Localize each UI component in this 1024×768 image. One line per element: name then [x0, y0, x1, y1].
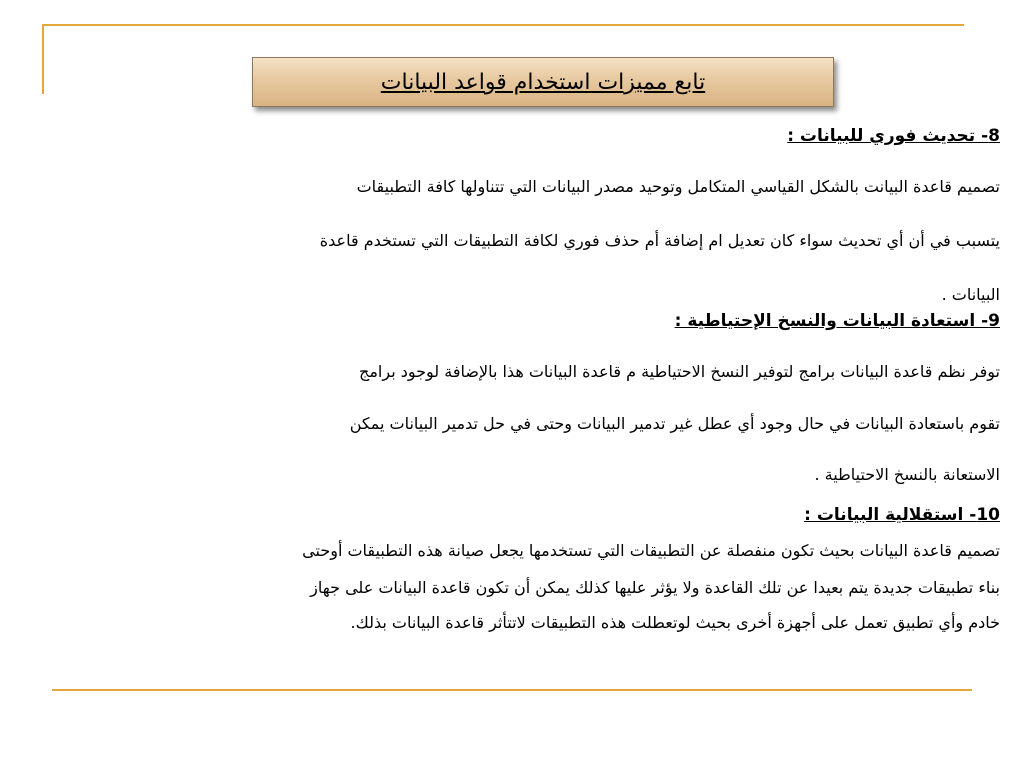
bottom-border-line [52, 689, 972, 691]
top-border-line [42, 24, 964, 26]
left-border-line [42, 24, 44, 94]
slide-title-box [252, 57, 834, 107]
section-10-line-3: خادم وأي تطبيق تعمل على أجهزة أخرى بحيث لوتعطلت هذه التطبيقات لاتتأثر قاعدة البيانات بذلك. [350, 613, 1000, 632]
section-8-heading: 8- تحديث فوري للبيانات : [787, 126, 1000, 146]
slide-title: تابع مميزات استخدام قواعد البيانات [380, 69, 706, 95]
section-10-line-1: تصميم قاعدة البيانات بحيث تكون منفصلة عن التطبيقات التي تستخدمها يجعل صيانة هذه التطبيقات أوحتى [302, 541, 1000, 560]
section-8-line-3: البيانات . [941, 285, 1000, 304]
section-8-line-1: تصميم قاعدة البيانت بالشكل القياسي المتكامل وتوحيد مصدر البيانات التي تتناولها كافة التطبيقات [356, 177, 1000, 196]
section-10-line-2: بناء تطبيقات جديدة يتم بعيدا عن تلك القاعدة ولا يؤثر عليها كذلك يمكن أن تكون قاعدة البيانات على جهاز [310, 578, 1000, 597]
section-9-line-3: الاستعانة بالنسخ الاحتياطية . [814, 465, 1000, 484]
section-10-heading: 10- استقلالية البيانات : [804, 505, 1000, 525]
section-9-line-1: توفر نظم قاعدة البيانات برامج لتوفير النسخ الاحتياطية م قاعدة البيانات هذا بالإضافة لوجود برامج [359, 362, 1000, 381]
section-9-line-2: تقوم باستعادة البيانات في حال وجود أي عطل غير تدمير البيانات وحتى في حل تدمير البيانات يمكن [349, 414, 1000, 433]
section-8-line-2: يتسبب في أن أي تحديث سواء كان تعديل ام إضافة أم حذف فوري لكافة التطبيقات التي تستخدم قاعدة [319, 231, 1000, 250]
section-9-heading: 9- استعادة البيانات والنسخ الإحتياطية : [674, 311, 1000, 331]
